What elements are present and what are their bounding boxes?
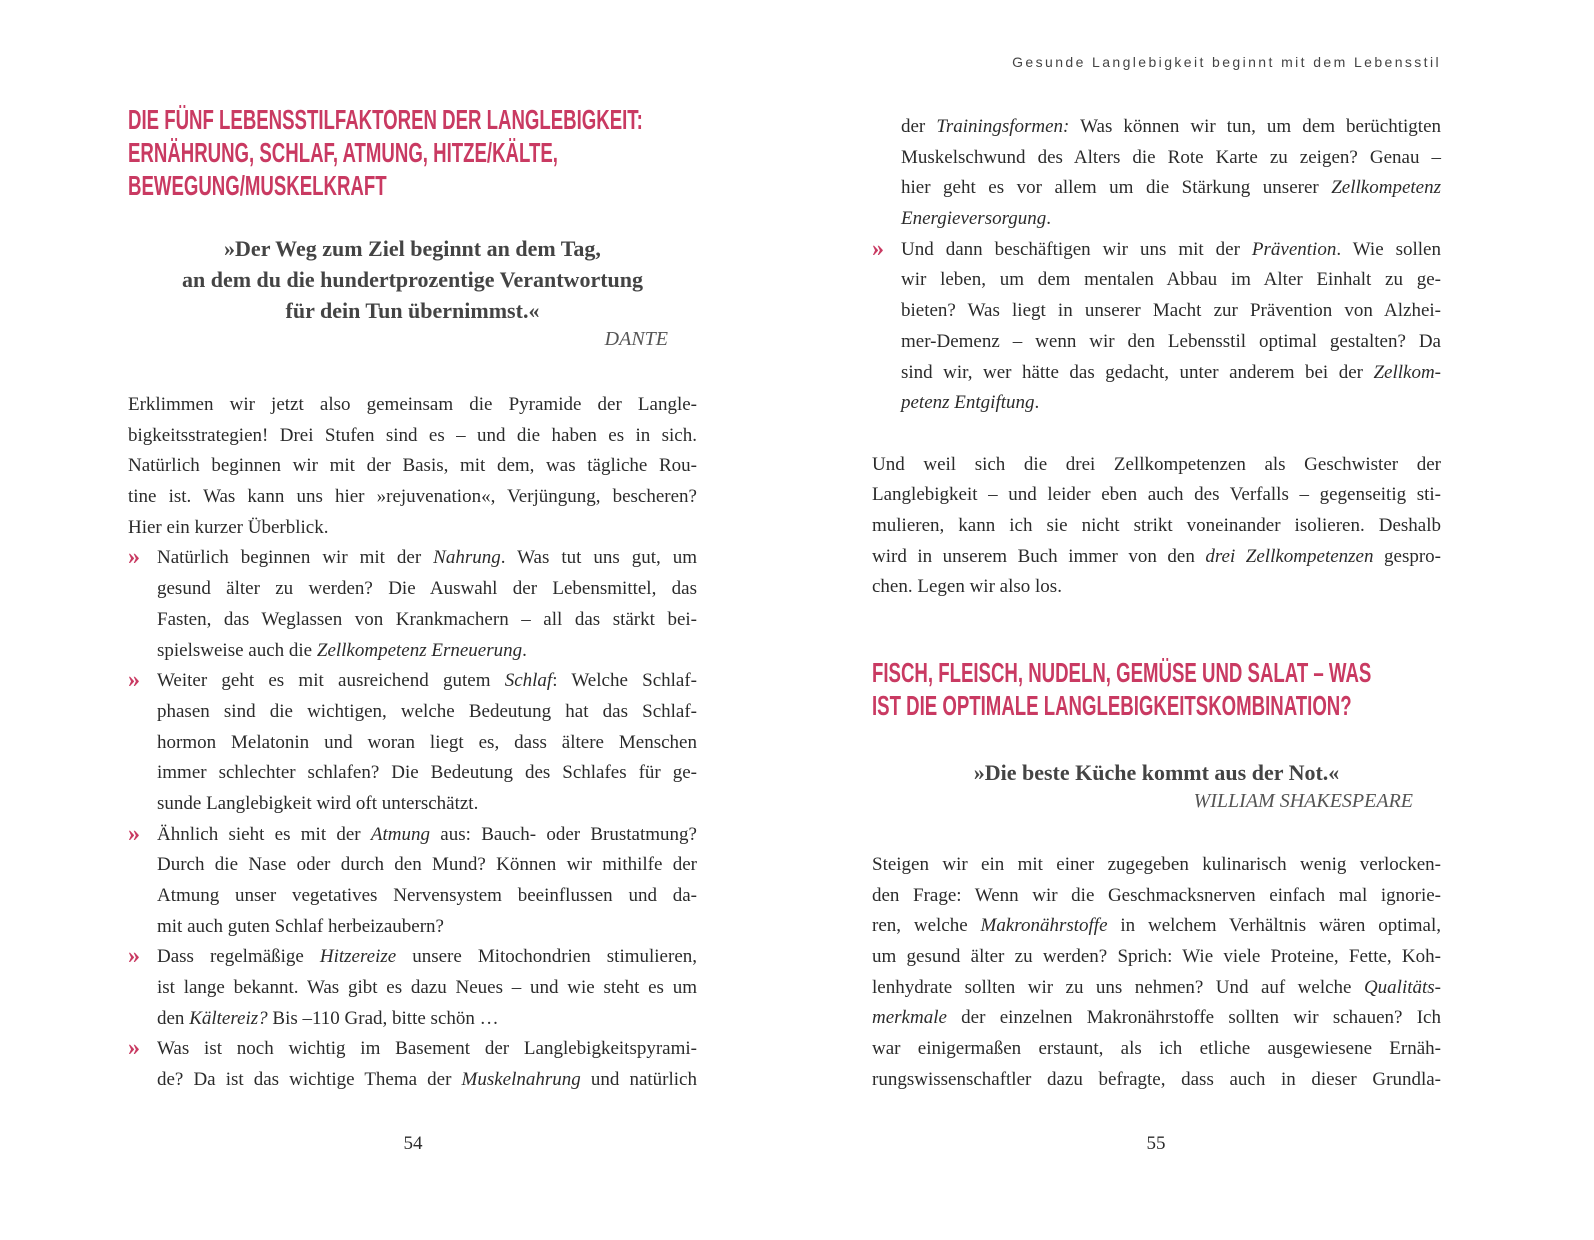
text-line: Langlebigkeit – und leider eben auch des Verfalls – gegenseitig sti- — [872, 484, 1441, 506]
list-item — [872, 235, 1441, 419]
running-head: Gesunde Langlebigkeit beginnt mit dem Lebensstil — [1012, 54, 1441, 70]
list-item — [128, 543, 697, 666]
page-number: 55 — [1146, 1133, 1166, 1154]
emphasis: merkmale — [872, 1007, 947, 1029]
bullet-icon: » — [128, 1035, 140, 1062]
epigraph-quote — [872, 757, 1441, 788]
bullet-icon: » — [128, 943, 140, 970]
text-line: den Frage: Wenn wir die Geschmacksnerven einfach mal ignorie- — [872, 884, 1441, 906]
list-item — [128, 942, 697, 1034]
text-line: Weiter geht es mit ausreichend gutem Schlaf: Welche Schlaf- — [157, 670, 697, 692]
body-text — [128, 390, 697, 1096]
emphasis: Hitzereize — [319, 946, 397, 968]
right-page — [797, 0, 1594, 1240]
text-line: war einigermaßen erstaunt, als ich etliche ausgewiesene Ernäh- — [872, 1038, 1441, 1060]
emphasis: Schlaf — [504, 670, 553, 692]
text-line: Natürlich beginnen wir mit der Nahrung. Was tut uns gut, um — [157, 547, 697, 569]
text-line: Und dann beschäftigen wir uns mit der Prävention. Wie sollen — [901, 238, 1441, 260]
text-line: gesund älter zu werden? Die Auswahl der Lebensmittel, das — [157, 578, 697, 600]
text-line: Energieversorgung. — [901, 208, 1052, 230]
heading-line: DIE FÜNF LEBENSSTILFAKTOREN DER LANGLEBIGKEIT: — [128, 104, 643, 135]
text-line: de? Da ist das wichtige Thema der Muskelnahrung und natürlich — [157, 1069, 697, 1091]
text-line: wir leben, um dem mentalen Abbau im Alter Einhalt zu ge- — [901, 269, 1441, 291]
text-line: Hier ein kurzer Überblick. — [128, 516, 329, 538]
text-line: hormon Melatonin und woran liegt es, dass ältere Menschen — [157, 731, 697, 753]
quote-line: an dem du die hundertprozentige Verantwortung — [181, 267, 644, 292]
quote-line: »Der Weg zum Ziel beginnt an dem Tag, — [224, 236, 601, 261]
text-line: spielsweise auch die Zellkompetenz Erneuerung. — [157, 639, 527, 661]
text-line: sind wir, wer hätte das gedacht, unter anderem bei der Zellkom- — [901, 361, 1441, 383]
quote-author: DANTE — [604, 328, 668, 350]
emphasis: Trainingsformen: — [936, 116, 1070, 137]
quote-author: WILLIAM SHAKESPEARE — [1193, 790, 1413, 812]
section-heading — [128, 103, 902, 202]
paragraph — [128, 390, 697, 543]
epigraph-quote — [128, 233, 697, 326]
heading-line: IST DIE OPTIMALE LANGLEBIGKEITSKOMBINATION? — [872, 690, 1352, 721]
text-line: petenz Entgiftung. — [901, 392, 1040, 414]
text-line: rungswissenschaftler dazu befragte, dass auch in dieser Grundla- — [872, 1068, 1441, 1090]
text-line: Atmung unser vegetatives Nervensystem beeinflussen und da- — [157, 885, 697, 906]
text-line: Muskelschwund des Alters die Rote Karte zu zeigen? Genau – — [901, 146, 1441, 168]
text-line: tine ist. Was kann uns hier »rejuvenation«, Verjüngung, bescheren? — [128, 486, 697, 508]
text-line: mit auch guten Schlaf herbeizaubern? — [157, 915, 444, 937]
text-line: phasen sind die wichtigen, welche Bedeutung hat das Schlaf- — [157, 700, 697, 722]
emphasis: Nahrung — [433, 547, 501, 569]
emphasis: Atmung — [370, 823, 431, 845]
heading-line: ERNÄHRUNG, SCHLAF, ATMUNG, HITZE/KÄLTE, — [128, 137, 558, 168]
paragraph — [872, 850, 1441, 1096]
text-line: mer-Demenz – wenn wir den Lebensstil optimal gestalten? Da — [901, 330, 1441, 352]
body-text — [872, 112, 1441, 603]
list-item — [128, 1034, 697, 1095]
text-line: bigkeitsstrategien! Drei Stufen sind es – und die haben es in sich. — [128, 424, 697, 446]
text-line: immer schlechter schlafen? Die Bedeutung des Schlafes für ge- — [157, 762, 697, 784]
text-line: merkmale der einzelnen Makronährstoffe sollten wir schauen? Ich — [872, 1007, 1441, 1029]
list-item — [128, 820, 697, 943]
text-line: Dass regelmäßige Hitzereize unsere Mitochondrien stimulieren, — [157, 946, 697, 968]
text-line: um gesund älter zu werden? Sprich: Wie viele Proteine, Fette, Koh- — [872, 946, 1441, 968]
text-line: Ähnlich sieht es mit der Atmung aus: Bauch- oder Brustatmung? — [157, 823, 697, 845]
quote-line: für dein Tun übernimmst.« — [285, 298, 540, 323]
emphasis: Makronährstoffe — [980, 915, 1108, 937]
text-line: bieten? Was liegt in unserer Macht zur Prävention von Alzhei- — [901, 300, 1441, 322]
paragraph-gap — [872, 419, 1441, 450]
text-line: lenhydrate sollten wir zu uns nehmen? Und auf welche Qualitäts- — [872, 976, 1441, 998]
page-number: 54 — [403, 1133, 423, 1154]
list-item — [128, 666, 697, 819]
text-line: chen. Legen wir also los. — [872, 576, 1062, 598]
text-line: Durch die Nase oder durch den Mund? Können wir mithilfe der — [157, 854, 697, 876]
list-item — [872, 112, 1441, 235]
bullet-icon: » — [128, 820, 140, 847]
section-heading — [872, 656, 1594, 722]
bullet-icon: » — [128, 544, 140, 571]
emphasis: Kältereiz? — [189, 1007, 268, 1029]
emphasis: petenz Entgiftung — [901, 392, 1035, 414]
heading-line: BEWEGUNG/MUSKELKRAFT — [128, 170, 387, 201]
heading-line: FISCH, FLEISCH, NUDELN, GEMÜSE UND SALAT – WAS — [872, 657, 1372, 688]
text-line: mulieren, kann ich sie nicht strikt voneinander isolieren. Deshalb — [872, 514, 1441, 536]
text-line: ren, welche Makronährstoffe in welchem Verhältnis wären optimal, — [872, 915, 1441, 937]
text-line: Und weil sich die drei Zellkompetenzen als Geschwister der — [872, 453, 1441, 475]
text-line: Erklimmen wir jetzt also gemeinsam die Pyramide der Langle- — [128, 394, 697, 415]
quote-line: »Die beste Küche kommt aus der Not.« — [973, 760, 1340, 785]
emphasis: Energieversorgung — [901, 208, 1047, 230]
text-line: ist lange bekannt. Was gibt es dazu Neues – und wie steht es um — [157, 977, 697, 999]
bullet-icon: » — [128, 667, 140, 694]
emphasis: Zellkompetenz — [1331, 177, 1441, 199]
emphasis: Qualitäts- — [1363, 976, 1441, 998]
text-line: Natürlich beginnen wir mit der Basis, mit dem, was tägliche Rou- — [128, 455, 697, 477]
emphasis: Muskelnahrung — [461, 1069, 581, 1091]
emphasis: Zellkompetenz Erneuerung — [316, 639, 523, 661]
body-text — [872, 850, 1441, 1096]
emphasis: Prävention — [1251, 238, 1337, 260]
text-line: hier geht es vor allem um die Stärkung unserer Zellkompetenz — [901, 177, 1441, 199]
text-line: den Kältereiz? Bis –110 Grad, bitte schön … — [157, 1007, 499, 1029]
text-line: wird in unserem Buch immer von den drei Zellkompetenzen gespro- — [872, 545, 1442, 567]
emphasis: Zellkom- — [1373, 361, 1441, 383]
bullet-icon: » — [872, 235, 884, 262]
paragraph — [872, 450, 1441, 603]
emphasis: drei Zellkompetenzen — [1205, 545, 1374, 567]
text-line: Was ist noch wichtig im Basement der Langlebigkeitspyrami- — [157, 1038, 697, 1060]
text-line: Fasten, das Weglassen von Krankmachern – all das stärkt bei- — [157, 608, 697, 630]
text-line: der Trainingsformen: Was können wir tun, um dem berüchtigten — [901, 116, 1442, 137]
text-line: Steigen wir ein mit einer zugegeben kulinarisch wenig verlocken- — [872, 854, 1441, 875]
text-line: sunde Langlebigkeit wird oft unterschätzt. — [157, 792, 479, 814]
